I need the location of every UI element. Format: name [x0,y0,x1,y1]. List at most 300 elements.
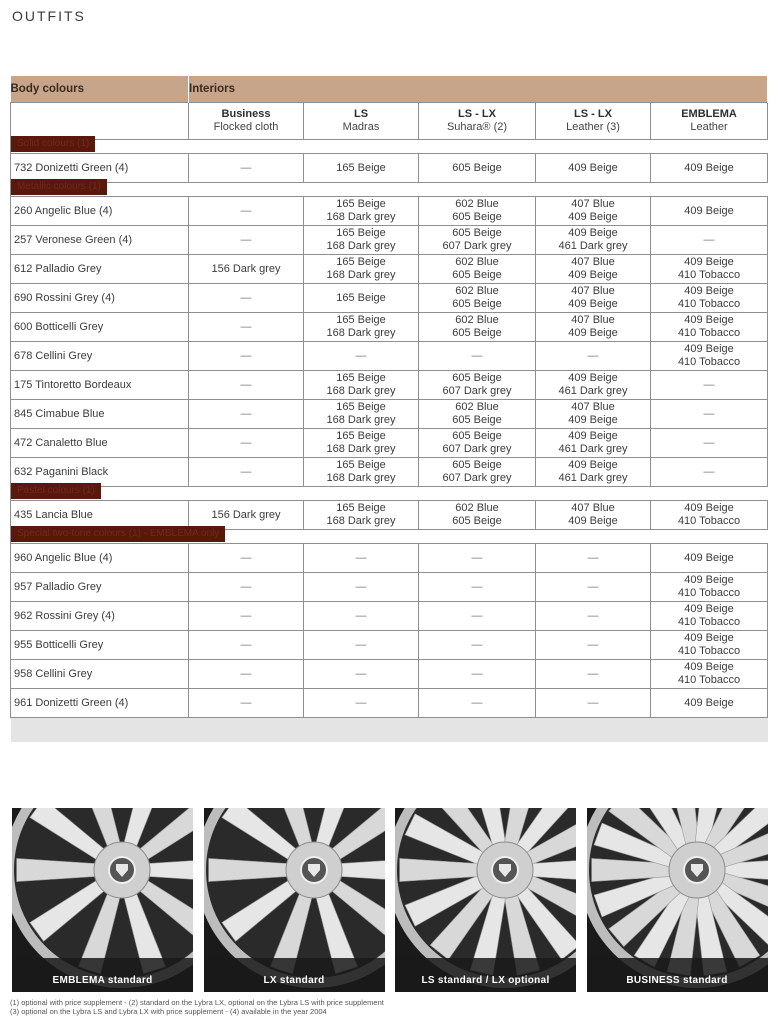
interior-cell [536,631,651,660]
trim-header-row [11,103,768,140]
interior-option: — [587,551,599,564]
interior-cell [304,284,419,313]
interior-cell [651,573,768,602]
interior-cell [304,429,419,458]
interior-cell [536,400,651,429]
interior-option: — [240,291,252,304]
interior-option: 168 Dark grey [326,414,396,426]
interior-cell [304,602,419,631]
interior-cell [189,458,304,487]
wheel-panel [12,808,193,992]
interior-option: 602 Blue [455,256,499,268]
wheel-panel [204,808,385,992]
interior-cell [189,660,304,689]
interior-option: — [240,349,252,362]
interior-option: — [471,667,483,680]
interior-option: 461 Dark grey [558,240,628,252]
interior-option: 410 Tobacco [677,645,741,657]
interior-cell [651,631,768,660]
interior-cell [536,313,651,342]
interior-option: 461 Dark grey [558,472,628,484]
category-row [11,183,768,197]
interior-cell [651,154,768,183]
interior-option: — [240,233,252,246]
interior-option: — [240,580,252,593]
interior-option: — [355,609,367,622]
interior-option: 409 Beige [568,430,618,442]
interior-cell [651,400,768,429]
interior-option: 605 Beige [452,430,502,442]
body-colour-cell: 845 Cimabue Blue [11,400,189,429]
interior-option: — [587,349,599,362]
interior-cell [419,400,536,429]
body-colour-cell: 961 Donizetti Green (4) [11,689,189,718]
category-cell [11,487,768,501]
body-colour-cell: 955 Botticelli Grey [11,631,189,660]
interior-option: 165 Beige [336,502,386,514]
outfits-table [10,76,768,742]
interior-cell [189,313,304,342]
body-colour-cell: 175 Tintoretto Bordeaux [11,371,189,400]
interior-cell [651,313,768,342]
body-colour-cell: 435 Lancia Blue [11,501,189,530]
interior-option: 605 Beige [452,211,502,223]
interior-option: 168 Dark grey [326,385,396,397]
interior-option: 165 Beige [336,227,386,239]
interior-cell [189,284,304,313]
wheel-caption: LS standard / LX optional [421,975,550,986]
interior-option: — [355,696,367,709]
category-label: Metallic colours (1) [11,179,107,195]
interior-cell [536,371,651,400]
interior-cell [304,400,419,429]
interior-cell [536,660,651,689]
footnotes [10,998,384,1016]
interior-cell [419,458,536,487]
interior-cell [651,197,768,226]
interior-cell [536,154,651,183]
interior-option: 410 Tobacco [677,587,741,599]
interior-cell [651,501,768,530]
interior-cell [304,197,419,226]
interior-option: — [703,407,715,420]
interior-cell [419,226,536,255]
header-bar [11,76,768,103]
interior-option: — [471,551,483,564]
body-colour-cell: 472 Canaletto Blue [11,429,189,458]
interior-option: 602 Blue [455,285,499,297]
interior-cell [304,501,419,530]
interior-option: — [703,233,715,246]
trim-name: EMBLEMA [681,108,737,120]
body-colour-cell: 732 Donizetti Green (4) [11,154,189,183]
interior-option: 409 Beige [684,161,734,174]
interior-option: 168 Dark grey [326,327,396,339]
interior-option: — [355,349,367,362]
interior-option: 409 Beige [568,227,618,239]
footnote-line: (3) optional on the Lybra LS and Lybra LX with price supplement - (4) available in the year 2004 [10,1007,327,1016]
trim-material: Madras [342,121,380,133]
interior-cell [419,544,536,573]
interior-option: 168 Dark grey [326,269,396,281]
interior-cell [189,154,304,183]
interior-option: — [471,609,483,622]
interior-option: 409 Beige [568,269,618,281]
table-footer-bar [11,718,768,743]
interior-cell [651,284,768,313]
wheel-panel [587,808,768,992]
interior-cell [189,602,304,631]
table-row [11,429,768,458]
interior-cell [419,154,536,183]
interior-option: 410 Tobacco [677,616,741,628]
interior-cell [189,573,304,602]
category-row [11,530,768,544]
interior-option: 607 Dark grey [442,472,512,484]
interior-option: 409 Beige [684,661,734,673]
interior-option: 409 Beige [684,204,734,217]
trim-material: Leather (3) [566,121,620,133]
wheel-gallery [12,808,767,992]
interior-option: 165 Beige [336,291,386,304]
interior-cell [419,501,536,530]
interior-option: — [240,378,252,391]
interior-option: 165 Beige [336,401,386,413]
body-colour-cell: 257 Veronese Green (4) [11,226,189,255]
interior-cell [304,544,419,573]
interior-option: 409 Beige [568,414,618,426]
table-row [11,573,768,602]
interior-option: 407 Blue [571,256,615,268]
table-row [11,342,768,371]
interior-option: 602 Blue [455,502,499,514]
interior-cell [304,573,419,602]
interior-cell [536,544,651,573]
interior-cell [651,371,768,400]
interior-option: — [240,696,252,709]
table-row [11,284,768,313]
category-row [11,140,768,154]
interior-option: 165 Beige [336,256,386,268]
trim-header-cell [189,103,304,140]
interior-option: — [240,320,252,333]
interior-option: — [240,609,252,622]
interior-cell [304,313,419,342]
interior-cell [651,602,768,631]
interior-option: — [471,638,483,651]
interior-option: 409 Beige [684,502,734,514]
footnote-line: (1) optional with price supplement - (2) standard on the Lybra LX, optional on the Lybra LS with price supplement [10,998,384,1007]
interior-option: 409 Beige [684,314,734,326]
table-row [11,400,768,429]
trim-name: LS [353,108,369,120]
outfits-body [11,140,768,743]
interior-cell [304,226,419,255]
category-cell [11,530,768,544]
interior-option: 168 Dark grey [326,443,396,455]
interior-option: 409 Beige [684,285,734,297]
interior-cell [419,429,536,458]
interior-option: — [355,580,367,593]
interior-option: 409 Beige [684,632,734,644]
table-row [11,226,768,255]
alloy-wheel-icon [587,808,768,992]
interior-option: — [240,638,252,651]
interior-option: 605 Beige [452,515,502,527]
interior-option: 607 Dark grey [442,240,512,252]
interior-cell [304,660,419,689]
interior-option: 602 Blue [455,198,499,210]
body-colour-cell: 958 Cellini Grey [11,660,189,689]
page-title: OUTFITS [12,8,86,24]
interior-cell [304,154,419,183]
interior-option: — [355,638,367,651]
body-colour-cell: 690 Rossini Grey (4) [11,284,189,313]
interior-cell [189,342,304,371]
interior-option: 409 Beige [568,327,618,339]
interior-option: 407 Blue [571,285,615,297]
trim-name: Business [221,108,271,120]
interior-option: 165 Beige [336,372,386,384]
interior-cell [189,371,304,400]
wheel-caption: BUSINESS standard [626,975,728,986]
table-footer-cell [11,718,768,743]
body-colour-cell: 600 Botticelli Grey [11,313,189,342]
interior-cell [419,313,536,342]
interior-option: 607 Dark grey [442,443,512,455]
table-row [11,689,768,718]
body-colour-cell: 962 Rossini Grey (4) [11,602,189,631]
interior-cell [536,197,651,226]
interior-option: 409 Beige [684,574,734,586]
interior-option: 409 Beige [568,372,618,384]
table-row [11,371,768,400]
interior-cell [419,371,536,400]
interior-option: — [587,609,599,622]
interior-cell [651,458,768,487]
interior-option: — [240,667,252,680]
interior-option: — [703,465,715,478]
interior-cell [536,573,651,602]
interior-option: 409 Beige [568,459,618,471]
interior-option: — [240,465,252,478]
interior-cell [419,255,536,284]
interior-option: — [471,349,483,362]
interior-cell [651,342,768,371]
table-row [11,602,768,631]
interior-option: 409 Beige [568,515,618,527]
category-row [11,487,768,501]
interior-cell [419,631,536,660]
body-colour-cell: 678 Cellini Grey [11,342,189,371]
interior-cell [536,689,651,718]
interior-option: 409 Beige [684,603,734,615]
interior-cell [536,458,651,487]
interior-option: 607 Dark grey [442,385,512,397]
alloy-wheel-icon [395,808,576,992]
body-colour-cell: 632 Paganini Black [11,458,189,487]
interior-cell [189,197,304,226]
interior-option: — [240,204,252,217]
table-row [11,313,768,342]
trim-header-cell [304,103,419,140]
body-colour-cell: 957 Palladio Grey [11,573,189,602]
interior-cell [189,226,304,255]
interior-option: 156 Dark grey [211,508,281,521]
interior-option: 605 Beige [452,459,502,471]
trim-name: LS - LX [458,108,496,120]
interior-option: 410 Tobacco [677,356,741,368]
interior-cell [189,400,304,429]
interior-cell [419,602,536,631]
trim-header-cell [536,103,651,140]
interior-option: 409 Beige [568,298,618,310]
interior-cell [189,255,304,284]
body-colour-cell: 960 Angelic Blue (4) [11,544,189,573]
interior-option: — [587,696,599,709]
alloy-wheel-icon [12,808,193,992]
interior-cell [419,689,536,718]
interior-option: 605 Beige [452,227,502,239]
category-cell [11,183,768,197]
interior-option: 409 Beige [684,256,734,268]
interior-option: 407 Blue [571,198,615,210]
alloy-wheel-icon [204,808,385,992]
interior-cell [536,284,651,313]
trim-name: LS - LX [574,108,612,120]
interior-option: 407 Blue [571,401,615,413]
table-row [11,255,768,284]
interior-option: 156 Dark grey [211,262,281,275]
interior-cell [536,255,651,284]
interior-option: 605 Beige [452,414,502,426]
interior-cell [419,573,536,602]
interior-option: 409 Beige [684,343,734,355]
interior-option: — [240,161,252,174]
interior-option: — [240,407,252,420]
table-row [11,458,768,487]
table-row [11,631,768,660]
interior-option: — [355,551,367,564]
interior-cell [651,544,768,573]
interior-cell [419,284,536,313]
interior-option: 461 Dark grey [558,443,628,455]
interior-cell [189,429,304,458]
interior-option: 605 Beige [452,372,502,384]
interior-option: — [587,667,599,680]
interior-option: 410 Tobacco [677,269,741,281]
table-row [11,154,768,183]
interior-cell [189,544,304,573]
trim-material: Leather [690,121,728,133]
body-colours-header: Body colours [11,76,189,103]
wheel-panel [395,808,576,992]
table-row [11,544,768,573]
interior-option: 602 Blue [455,314,499,326]
wheel-caption: LX standard [263,975,325,986]
interior-cell [304,255,419,284]
interior-option: 410 Tobacco [677,674,741,686]
interior-option: — [703,436,715,449]
category-label: Pastel colours (1) [11,483,101,499]
interior-cell [419,197,536,226]
interior-option: 165 Beige [336,198,386,210]
interior-cell [419,660,536,689]
interior-option: 165 Beige [336,430,386,442]
interior-option: — [240,436,252,449]
interior-cell [651,255,768,284]
empty-header-cell [11,103,189,140]
category-cell [11,140,768,154]
wheel-caption: EMBLEMA standard [52,975,153,986]
interior-option: 461 Dark grey [558,385,628,397]
interior-option: 168 Dark grey [326,515,396,527]
interior-option: — [587,638,599,651]
interior-cell [536,429,651,458]
interior-cell [189,689,304,718]
interior-option: — [703,378,715,391]
interior-option: 168 Dark grey [326,211,396,223]
interior-option: 407 Blue [571,314,615,326]
interior-cell [536,342,651,371]
interior-option: — [587,580,599,593]
interior-option: — [471,696,483,709]
interior-option: 410 Tobacco [677,327,741,339]
interior-option: 409 Beige [684,696,734,709]
interior-option: 605 Beige [452,269,502,281]
table-row [11,197,768,226]
interior-cell [651,429,768,458]
interior-option: 602 Blue [455,401,499,413]
interior-option: 410 Tobacco [677,298,741,310]
body-colour-cell: 260 Angelic Blue (4) [11,197,189,226]
trim-material: Flocked cloth [213,121,279,133]
interior-option: 605 Beige [452,161,502,174]
interior-cell [536,226,651,255]
interior-option: 165 Beige [336,314,386,326]
interior-cell [189,631,304,660]
interior-option: 409 Beige [568,211,618,223]
interior-cell [536,602,651,631]
interior-option: — [471,580,483,593]
interior-cell [419,342,536,371]
interior-cell [651,660,768,689]
category-label: Special two-tone colours (1) - EMBLEMA only [11,526,225,542]
interior-option: 165 Beige [336,161,386,174]
interior-option: — [355,667,367,680]
interior-cell [651,689,768,718]
interior-option: 605 Beige [452,327,502,339]
table-row [11,660,768,689]
interior-option: 605 Beige [452,298,502,310]
interior-cell [536,501,651,530]
interior-cell [304,689,419,718]
interior-cell [304,458,419,487]
interior-option: 409 Beige [684,551,734,564]
interior-cell [304,342,419,371]
interior-option: 168 Dark grey [326,472,396,484]
interior-cell [651,226,768,255]
interior-option: 407 Blue [571,502,615,514]
trim-header-cell [651,103,768,140]
interior-option: 168 Dark grey [326,240,396,252]
interior-option: 410 Tobacco [677,515,741,527]
interior-option: 409 Beige [568,161,618,174]
body-colour-cell: 612 Palladio Grey [11,255,189,284]
interior-cell [304,631,419,660]
trim-material: Suhara® (2) [446,121,508,133]
trim-header-cell [419,103,536,140]
